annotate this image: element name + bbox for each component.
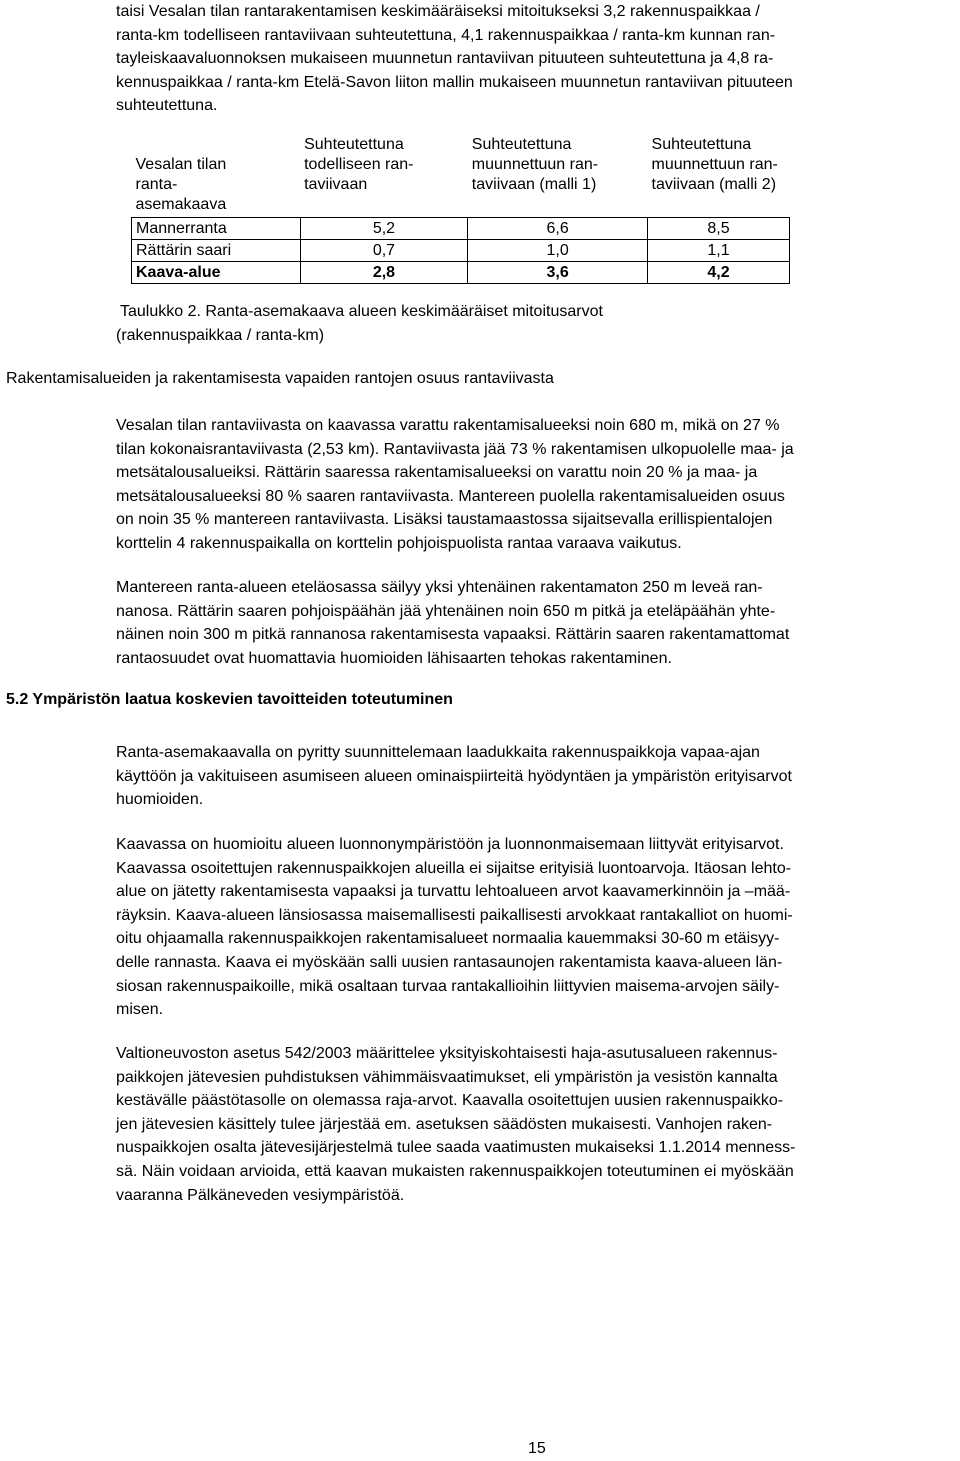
header-cell-actual-shoreline: Suhteutettuna todelliseen ran- taviivaan: [304, 136, 414, 193]
row-label: Kaava-alue: [132, 262, 301, 284]
intro-line: suhteutettuna.: [116, 97, 218, 115]
header-cell-model-1: Suhteutettuna muunnettuun ran- taviivaan (malli 1): [471, 136, 599, 193]
table-caption: Taulukko 2. Ranta-asemakaava alueen keskimääräiset mitoitusarvot (rakennuspaikkaa / ranta-km): [116, 303, 603, 344]
table-cell: 1,0: [468, 240, 648, 262]
paragraph-natural-values: Kaavassa on huomioitu alueen luonnonympäristöön ja luonnonmaisemaan liittyvät erityisarvot. Kaavassa osoitettujen rakennuspaikkojen alueilla ei sijaitse erityisiä luontoarvoja. Itäosan lehto- alue on jätetty rakentamisesta vapaaksi ja turvattu lehtoalueen arvot kaavamerkinnöin ja –mää- räyksin. Kaava-alueen länsiosassa maisemallisesti paikallisesti arvokkaat rantakalliot on huomi- oitu ohjaamalla rakennuspaikkojen rakentamisalueet normaalia kauemmaksi 30-60 m etäisyy- delle rannasta. Kaava ei myöskään salli uusien rantasaunojen rakentamista kaava-alueen län- siosan rakennuspaikoille, mikä osaltaan turvaa rantakallioihin liittyvien maisema-arvojen säily- misen.: [116, 836, 793, 1019]
row-label: Mannerranta: [132, 218, 301, 240]
header-cell-area: Vesalan tilan ranta- asemakaava: [135, 156, 227, 213]
table-cell: 5,2: [300, 218, 468, 240]
section-heading-5-2: 5.2 Ympäristön laatua koskevien tavoitteiden toteutuminen: [6, 691, 453, 708]
section-heading-shoreline: Rakentamisalueiden ja rakentamisesta vapaiden rantojen osuus rantaviivasta: [6, 370, 554, 387]
intro-line: kennuspaikkaa / ranta-km Etelä-Savon liiton mallin mukaiseen muunnetun rantaviivan pituuteen: [116, 73, 793, 91]
intro-line: taisi Vesalan tilan rantarakentamisen keskimääräiseksi mitoitukseksi 3,2 rakennuspaikkaa /: [116, 3, 760, 20]
paragraph-shoreline-share: Vesalan tilan rantaviivasta on kaavassa varattu rakentamisalueeksi noin 680 m, mikä on 27 % tilan kokonaisrantaviivasta (2,53 km). Rantaviivasta jää 73 % rakentamisen ulkopuolelle maa- ja metsätalousalueiksi. Rättärin saaressa rakentamisalueeksi on varattu noin 20 % ja maa- ja metsätalousalueeksi 80 % saaren rantaviivasta. Mantereen puolella rakentamisalueiden osuus on noin 35 % mantereen rantaviivasta. Lisäksi taustamaastossa sijaitsevalla erillispientalojen korttelin 4 rakennuspaikalla on korttelin pohjoispuolista rantaa varaava vaikutus.: [116, 417, 794, 552]
paragraph-wastewater: Valtioneuvoston asetus 542/2003 määrittelee yksityiskohtaisesti haja-asutusalueen rakennus- paikkojen jätevesien puhdistuksen vähimmäisvaatimukset, eli ympäristön ja vesistön kannalta kestävälle päästötasolle on olemassa raja-arvot. Kaavalla osoitettujen uusien rakennuspaikko- jen jätevesien käsittely tulee järjestää em. asetuksen säädösten mukaisesti. Vanhojen raken- nuspaikkojen osalta jätevesijärjestelmä tulee saada vaatimusten mukaiseksi 1.1.2014 menness- sä. Näin voidaan arvioida, että kaavan mukaisten rakennuspaikkojen toteutuminen ei myöskään vaaranna Pälkäneveden vesiympäristöä.: [116, 1045, 796, 1204]
table-cell: 3,6: [468, 262, 648, 284]
dimensioning-table: [131, 131, 790, 284]
table-cell: 6,6: [468, 218, 648, 240]
table-cell: 8,5: [648, 218, 790, 240]
header-cell-model-2: Suhteutettuna muunnettuun ran- taviivaan (malli 2): [651, 136, 778, 193]
table-cell: 4,2: [648, 262, 790, 284]
table-header-row: [132, 131, 790, 218]
table-total-row: [132, 262, 790, 284]
row-label: Rättärin saari: [132, 240, 301, 262]
table-cell: 0,7: [300, 240, 468, 262]
paragraph-quality-goals: Ranta-asemakaavalla on pyritty suunnittelemaan laadukkaita rakennuspaikkoja vapaa-ajan käyttöön ja vakituiseen asumiseen alueen ominaispiirteitä hyödyntäen ja ympäristön erityisarvot huomioiden.: [116, 744, 792, 809]
table-row: [132, 218, 790, 240]
page-number: 15: [528, 1440, 546, 1457]
intro-line: tayleiskaavaluonnoksen mukaiseen muunnetun rantaviivan pituuteen suhteutettuna ja 4,8 ra-: [116, 50, 774, 68]
table-cell: 2,8: [300, 262, 468, 284]
intro-line: ranta-km todelliseen rantaviivaan suhteutettuna, 4,1 rakennuspaikkaa / ranta-km kunnan ran-: [116, 26, 776, 44]
intro-paragraph: [116, 0, 958, 118]
table-row: [132, 240, 790, 262]
table-cell: 1,1: [648, 240, 790, 262]
paragraph-unbuilt-shores: Mantereen ranta-alueen eteläosassa säilyy yksi yhtenäinen rakentamaton 250 m leveä ran- nanosa. Rättärin saaren pohjoispäähän jää yhtenäinen noin 650 m pitkä ja eteläpäähän yhte- näinen noin 300 m pitkä rannanosa rakentamisesta vapaaksi. Rättärin saaren rakentamattomat rantaosuudet ovat huomattavia huomioiden lähisaarten tehokas rakentaminen.: [116, 579, 790, 667]
